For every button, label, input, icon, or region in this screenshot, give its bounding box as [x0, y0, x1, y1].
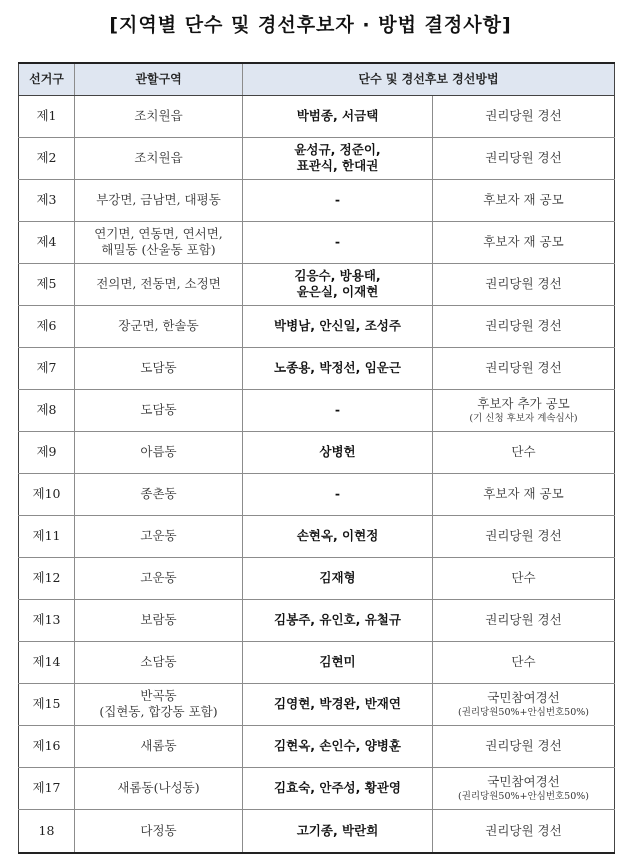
method-line: 권리당원 경선	[485, 738, 562, 753]
candidates-line: 상병헌	[319, 444, 356, 459]
candidates-line: 김응수, 방용태,	[294, 268, 381, 283]
table-row	[19, 767, 615, 809]
method-line: 후보자 재 공모	[483, 192, 564, 207]
candidates-line: 김효숙, 안주성, 황관영	[274, 780, 401, 795]
area-line: 고운동	[140, 570, 177, 585]
cell-district: 제7	[19, 347, 75, 389]
area-line: 전의면, 전동면, 소정면	[96, 276, 221, 291]
table-row	[19, 221, 615, 263]
area-line: 새롬동(나성동)	[117, 780, 200, 795]
cell-method	[433, 683, 615, 725]
cell-area	[75, 599, 243, 641]
decision-table	[18, 62, 615, 854]
method-line: 권리당원 경선	[485, 276, 562, 291]
cell-candidates	[243, 137, 433, 179]
cell-district: 제1	[19, 95, 75, 137]
cell-area	[75, 641, 243, 683]
cell-district: 제11	[19, 515, 75, 557]
candidates-line: 김현옥, 손인수, 양병훈	[274, 738, 401, 753]
table-row	[19, 305, 615, 347]
table-row	[19, 347, 615, 389]
candidates-line: 고기종, 박란희	[296, 822, 379, 838]
cell-district: 제17	[19, 767, 75, 809]
cell-area	[75, 95, 243, 137]
cell-candidates	[243, 305, 433, 347]
method-line: 권리당원 경선	[485, 360, 562, 375]
cell-candidates	[243, 221, 433, 263]
candidates-line: 윤성규, 정준이,	[294, 142, 381, 157]
method-line: 후보자 재 공모	[483, 234, 564, 249]
table-body	[19, 95, 615, 853]
cell-candidates	[243, 557, 433, 599]
area-line: 새롬동	[140, 738, 177, 753]
cell-district: 제6	[19, 305, 75, 347]
method-line: 국민참여경선	[487, 689, 560, 705]
candidates-line: 김재형	[319, 570, 356, 585]
candidates-line: 김봉주, 유인호, 유철규	[274, 612, 401, 627]
cell-method	[433, 557, 615, 599]
method-line: 권리당원 경선	[485, 318, 562, 333]
cell-district: 제5	[19, 263, 75, 305]
cell-area	[75, 179, 243, 221]
cell-district: 제3	[19, 179, 75, 221]
area-line: 조치원읍	[134, 150, 183, 165]
candidates-line: 김영현, 박경완, 반재연	[274, 696, 401, 711]
header-method: 단수 및 경선후보 경선방법	[243, 63, 615, 95]
area-line: (집현동, 합강동 포함)	[99, 704, 218, 719]
area-line: 조치원읍	[134, 108, 183, 123]
area-line: 소담동	[140, 654, 177, 669]
area-line: 장군면, 한솔동	[118, 318, 199, 333]
table-row	[19, 431, 615, 473]
method-note: (기 신청 후보자 계속심사)	[469, 412, 578, 424]
cell-candidates	[243, 809, 433, 853]
cell-area	[75, 725, 243, 767]
cell-candidates	[243, 263, 433, 305]
cell-area	[75, 221, 243, 263]
cell-area	[75, 473, 243, 515]
method-line: 권리당원 경선	[485, 612, 562, 627]
cell-method	[433, 263, 615, 305]
area-line: 종촌동	[140, 486, 177, 501]
table-header-row	[19, 63, 615, 95]
method-line: 단수	[511, 654, 536, 669]
method-line: 권리당원 경선	[485, 822, 562, 838]
area-line: 아름동	[140, 444, 177, 459]
cell-area	[75, 389, 243, 431]
table-row	[19, 683, 615, 725]
table-row	[19, 263, 615, 305]
cell-candidates	[243, 599, 433, 641]
method-note: (권리당원50%+안심번호50%)	[457, 790, 590, 802]
cell-area	[75, 683, 243, 725]
cell-district: 제8	[19, 389, 75, 431]
area-line: 부강면, 금남면, 대평동	[96, 192, 221, 207]
area-line: 보람동	[140, 612, 177, 627]
area-line: 연기면, 연동면, 연서면,	[94, 226, 223, 241]
cell-area	[75, 767, 243, 809]
table-row	[19, 809, 615, 853]
candidates-line: 윤은실, 이재현	[296, 284, 379, 299]
candidates-line: 박병남, 안신일, 조성주	[274, 318, 401, 333]
cell-candidates	[243, 641, 433, 683]
cell-method	[433, 95, 615, 137]
cell-method	[433, 809, 615, 853]
cell-district: 제12	[19, 557, 75, 599]
candidates-line: -	[334, 192, 341, 207]
area-line: 도담동	[140, 402, 177, 417]
cell-method	[433, 473, 615, 515]
cell-method	[433, 599, 615, 641]
cell-area	[75, 305, 243, 347]
cell-method	[433, 305, 615, 347]
table-row	[19, 599, 615, 641]
area-line: 해밀동 (산울동 포함)	[101, 242, 216, 257]
method-line: 권리당원 경선	[485, 528, 562, 543]
cell-area	[75, 515, 243, 557]
header-area: 관할구역	[75, 63, 243, 95]
cell-candidates	[243, 725, 433, 767]
cell-method	[433, 221, 615, 263]
cell-candidates	[243, 431, 433, 473]
cell-district: 제13	[19, 599, 75, 641]
method-line: 후보자 추가 공모	[477, 395, 570, 411]
table-row	[19, 725, 615, 767]
area-line: 도담동	[140, 360, 177, 375]
cell-candidates	[243, 389, 433, 431]
cell-district: 제4	[19, 221, 75, 263]
area-line: 다정동	[140, 822, 177, 838]
cell-candidates	[243, 473, 433, 515]
method-line: 단수	[511, 570, 536, 585]
cell-area	[75, 137, 243, 179]
cell-candidates	[243, 515, 433, 557]
cell-method	[433, 179, 615, 221]
area-line: 고운동	[140, 528, 177, 543]
cell-area	[75, 557, 243, 599]
cell-area	[75, 809, 243, 853]
cell-candidates	[243, 95, 433, 137]
cell-district: 18	[19, 809, 75, 853]
cell-district: 제9	[19, 431, 75, 473]
candidates-line: -	[334, 486, 341, 501]
cell-candidates	[243, 683, 433, 725]
cell-district: 제16	[19, 725, 75, 767]
cell-method	[433, 137, 615, 179]
candidates-line: -	[334, 402, 341, 417]
table-row	[19, 473, 615, 515]
table-row	[19, 137, 615, 179]
method-line: 권리당원 경선	[485, 108, 562, 123]
cell-candidates	[243, 767, 433, 809]
cell-method	[433, 515, 615, 557]
cell-candidates	[243, 179, 433, 221]
candidates-line: -	[334, 234, 341, 249]
table-row	[19, 95, 615, 137]
cell-method	[433, 347, 615, 389]
table-row	[19, 515, 615, 557]
cell-district: 제14	[19, 641, 75, 683]
method-line: 국민참여경선	[487, 773, 560, 789]
cell-district: 제10	[19, 473, 75, 515]
cell-method	[433, 641, 615, 683]
table-row	[19, 641, 615, 683]
table-row	[19, 179, 615, 221]
method-note: (권리당원50%+안심번호50%)	[457, 706, 590, 718]
cell-method	[433, 725, 615, 767]
method-line: 단수	[511, 444, 536, 459]
candidates-line: 손현옥, 이현정	[296, 528, 379, 543]
cell-area	[75, 431, 243, 473]
candidates-line: 표관식, 한대권	[296, 158, 379, 173]
candidates-line: 노종용, 박정선, 임운근	[274, 360, 401, 375]
cell-method	[433, 389, 615, 431]
cell-district: 제15	[19, 683, 75, 725]
cell-area	[75, 263, 243, 305]
table-row	[19, 389, 615, 431]
cell-district: 제2	[19, 137, 75, 179]
cell-method	[433, 767, 615, 809]
table-row	[19, 557, 615, 599]
candidates-line: 김현미	[319, 654, 356, 669]
cell-candidates	[243, 347, 433, 389]
page-title: [지역별 단수 및 경선후보자 · 방법 결정사항]	[109, 14, 512, 36]
cell-method	[433, 431, 615, 473]
cell-area	[75, 347, 243, 389]
method-line: 권리당원 경선	[485, 150, 562, 165]
area-line: 반곡동	[140, 688, 177, 703]
method-line: 후보자 재 공모	[483, 486, 564, 501]
header-district: 선거구	[19, 63, 75, 95]
candidates-line: 박범종, 서금택	[296, 108, 379, 123]
